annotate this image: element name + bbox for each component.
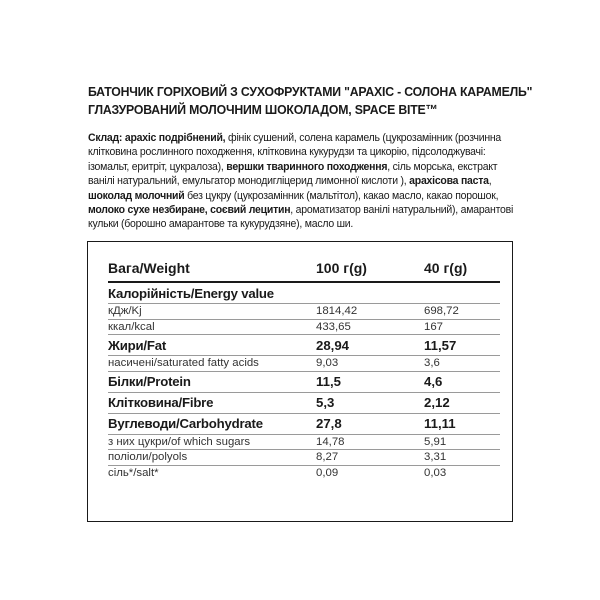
ingredient-highlight: арахісова паста [409, 175, 489, 188]
nutrition-row [108, 319, 500, 335]
header-weight-label: Вага/Weight [108, 255, 316, 282]
value-40g: 2,12 [424, 392, 500, 413]
nutrient-label: Жири/Fat [108, 335, 316, 356]
nutrition-row [108, 450, 500, 466]
ingredient-text: , сіль морська, екстракт ванілі натуральний, емульгатор монодигліцерид лимонної кислоти ), [88, 160, 498, 188]
nutrient-label: ккал/kcal [108, 319, 316, 335]
nutrition-table [108, 255, 500, 480]
value-100g: 8,27 [316, 450, 424, 466]
nutrient-label: сіль*/salt* [108, 466, 159, 479]
value-40g: 3,31 [424, 450, 500, 466]
ingredient-highlight: вершки тваринного походження [226, 160, 388, 173]
nutrient-label: Клітковина/Fibre [108, 392, 316, 413]
ingredient-highlight: арахіс подрібнений, [122, 132, 226, 144]
value-40g: 11,11 [424, 413, 500, 434]
ingredient-text: без цукру (цукрозамінник (мальтітол), какао масло, какао порошок, [184, 189, 499, 202]
nutrition-row [108, 434, 500, 450]
value-100g: 0,09 [316, 466, 339, 479]
value-100g: 27,8 [316, 413, 424, 434]
value-40g: 0,03 [424, 466, 447, 479]
nutrient-label: з них цукри/of which sugars [108, 434, 316, 450]
product-title-line-2: ГЛАЗУРОВАНИЙ МОЛОЧНИМ ШОКОЛАДОМ, SPACE BITE™ [88, 102, 438, 117]
value-40g: 5,91 [424, 434, 500, 450]
value-100g: 5,3 [316, 392, 424, 413]
value-100g: 1814,42 [316, 304, 424, 320]
nutrient-label: насичені/saturated fatty acids [108, 356, 316, 372]
nutrient-label: поліоли/polyols [108, 450, 316, 466]
nutrition-row [108, 282, 500, 304]
ingredient-text: фінік сушений, солена карамель (цукрозамінник (розчинна клітковина рослинного походження, клітковина кукурудзи та цикорію, підсолоджувачі: ізомальт, еритріт, цукралоза), [88, 132, 502, 173]
value-40g: 11,57 [424, 335, 500, 356]
nutrient-label: Калорійність/Energy value [108, 282, 316, 304]
nutrient-label: Вуглеводи/Carbohydrate [108, 413, 316, 434]
value-100g [316, 282, 424, 304]
value-100g: 14,78 [316, 434, 424, 450]
nutrition-row [108, 392, 500, 413]
value-40g: 698,72 [424, 304, 500, 320]
ingredient-text: , [488, 175, 492, 188]
value-100g: 28,94 [316, 335, 424, 356]
value-100g: 433,65 [316, 319, 424, 335]
nutrient-label: кДж/Kj [108, 304, 316, 320]
value-40g: 3,6 [424, 356, 500, 372]
header-col-100g: 100 г(g) [316, 255, 424, 282]
nutrition-row [108, 371, 500, 392]
nutrition-row [108, 413, 500, 434]
nutrition-header-row [108, 255, 500, 282]
value-40g: 167 [424, 319, 500, 335]
header-col-40g: 40 г(g) [424, 255, 500, 282]
nutrition-row [108, 465, 500, 480]
ingredients-text [88, 131, 517, 232]
value-100g: 9,03 [316, 356, 424, 372]
product-title [88, 83, 533, 119]
value-40g: 4,6 [424, 371, 500, 392]
nutrition-row [108, 335, 500, 356]
nutrient-label: Білки/Protein [108, 371, 316, 392]
nutrition-row [108, 356, 500, 372]
ingredient-text: , ароматизатор ванілі натуральний), амарантові кульки (борошно амарантове та кукурудзяне), масло ши. [88, 204, 514, 231]
ingredient-highlight: молоко сухе незбиране, соєвий лецитин [88, 204, 291, 217]
ingredient-highlight: шоколад молочний [88, 189, 185, 202]
value-40g [424, 282, 500, 304]
nutrition-row [108, 304, 500, 320]
ingredients-label: Склад: [88, 132, 123, 144]
product-title-line-1: БАТОНЧИК ГОРІХОВИЙ З СУХОФРУКТАМИ "АРАХІС - СОЛОНА КАРАМЕЛЬ" [88, 84, 533, 99]
value-100g: 11,5 [316, 371, 424, 392]
